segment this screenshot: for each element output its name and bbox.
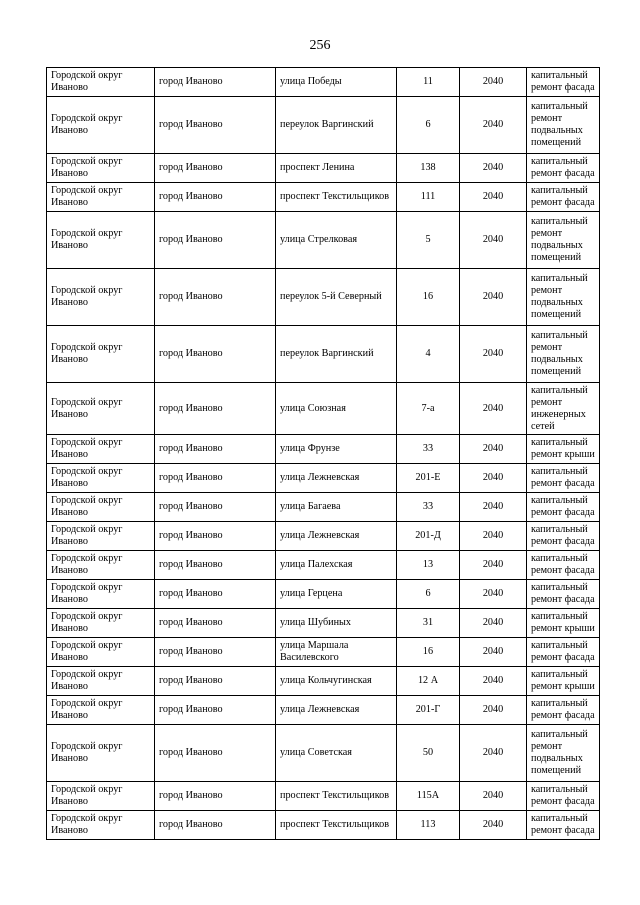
cell-house-number: 6	[397, 97, 460, 154]
cell-street: проспект Текстильщиков	[276, 811, 397, 840]
cell-work-type: капитальный ремонт подвальных помещений	[527, 97, 600, 154]
cell-work-type: капитальный ремонт фасада	[527, 493, 600, 522]
cell-work-type: капитальный ремонт подвальных помещений	[527, 269, 600, 326]
cell-street: проспект Текстильщиков	[276, 782, 397, 811]
cell-city: город Иваново	[155, 782, 276, 811]
cell-work-type: капитальный ремонт подвальных помещений	[527, 212, 600, 269]
table-row	[47, 269, 600, 326]
cell-city: город Иваново	[155, 269, 276, 326]
cell-district: Городской округ Иваново	[47, 638, 155, 667]
cell-work-type: капитальный ремонт фасада	[527, 68, 600, 97]
table-row	[47, 493, 600, 522]
cell-street: улица Палехская	[276, 551, 397, 580]
table-row	[47, 522, 600, 551]
cell-year: 2040	[460, 493, 527, 522]
cell-city: город Иваново	[155, 696, 276, 725]
cell-work-type: капитальный ремонт крыши	[527, 435, 600, 464]
cell-city: город Иваново	[155, 212, 276, 269]
cell-house-number: 7-а	[397, 383, 460, 435]
cell-street: улица Лежневская	[276, 522, 397, 551]
cell-year: 2040	[460, 326, 527, 383]
cell-district: Городской округ Иваново	[47, 435, 155, 464]
cell-city: город Иваново	[155, 464, 276, 493]
cell-work-type: капитальный ремонт подвальных помещений	[527, 725, 600, 782]
cell-house-number: 13	[397, 551, 460, 580]
cell-house-number: 50	[397, 725, 460, 782]
cell-city: город Иваново	[155, 493, 276, 522]
table-row	[47, 782, 600, 811]
cell-house-number: 16	[397, 269, 460, 326]
cell-house-number: 113	[397, 811, 460, 840]
cell-year: 2040	[460, 609, 527, 638]
cell-city: город Иваново	[155, 580, 276, 609]
table-row	[47, 97, 600, 154]
cell-house-number: 33	[397, 493, 460, 522]
cell-year: 2040	[460, 551, 527, 580]
cell-street: проспект Текстильщиков	[276, 183, 397, 212]
cell-year: 2040	[460, 97, 527, 154]
cell-city: город Иваново	[155, 383, 276, 435]
cell-year: 2040	[460, 667, 527, 696]
cell-street: улица Маршала Василевского	[276, 638, 397, 667]
table-row	[47, 696, 600, 725]
cell-street: переулок 5-й Северный	[276, 269, 397, 326]
cell-house-number: 201-Г	[397, 696, 460, 725]
cell-street: улица Фрунзе	[276, 435, 397, 464]
cell-house-number: 11	[397, 68, 460, 97]
table-row	[47, 212, 600, 269]
cell-street: проспект Ленина	[276, 154, 397, 183]
cell-street: улица Стрелковая	[276, 212, 397, 269]
cell-year: 2040	[460, 725, 527, 782]
table-row	[47, 551, 600, 580]
cell-work-type: капитальный ремонт фасада	[527, 154, 600, 183]
cell-city: город Иваново	[155, 183, 276, 212]
cell-house-number: 111	[397, 183, 460, 212]
cell-work-type: капитальный ремонт фасада	[527, 638, 600, 667]
cell-district: Городской округ Иваново	[47, 326, 155, 383]
cell-district: Городской округ Иваново	[47, 97, 155, 154]
cell-city: город Иваново	[155, 725, 276, 782]
cell-street: улица Союзная	[276, 383, 397, 435]
cell-street: улица Герцена	[276, 580, 397, 609]
cell-work-type: капитальный ремонт фасада	[527, 522, 600, 551]
table-row	[47, 154, 600, 183]
cell-district: Городской округ Иваново	[47, 212, 155, 269]
cell-district: Городской округ Иваново	[47, 551, 155, 580]
cell-district: Городской округ Иваново	[47, 269, 155, 326]
cell-work-type: капитальный ремонт фасада	[527, 464, 600, 493]
cell-year: 2040	[460, 154, 527, 183]
table-row	[47, 667, 600, 696]
cell-street: улица Победы	[276, 68, 397, 97]
cell-city: город Иваново	[155, 154, 276, 183]
cell-city: город Иваново	[155, 638, 276, 667]
repair-schedule-table	[46, 67, 600, 840]
cell-district: Городской округ Иваново	[47, 464, 155, 493]
cell-street: переулок Варгинский	[276, 97, 397, 154]
cell-district: Городской округ Иваново	[47, 68, 155, 97]
cell-work-type: капитальный ремонт фасада	[527, 183, 600, 212]
cell-city: город Иваново	[155, 435, 276, 464]
cell-district: Городской округ Иваново	[47, 609, 155, 638]
cell-house-number: 5	[397, 212, 460, 269]
cell-district: Городской округ Иваново	[47, 725, 155, 782]
cell-house-number: 201-Е	[397, 464, 460, 493]
cell-year: 2040	[460, 212, 527, 269]
cell-work-type: капитальный ремонт инженерных сетей	[527, 383, 600, 435]
table-row	[47, 326, 600, 383]
table-body	[47, 68, 600, 840]
cell-year: 2040	[460, 811, 527, 840]
cell-district: Городской округ Иваново	[47, 580, 155, 609]
cell-year: 2040	[460, 435, 527, 464]
cell-house-number: 12 А	[397, 667, 460, 696]
cell-year: 2040	[460, 183, 527, 212]
cell-district: Городской округ Иваново	[47, 522, 155, 551]
table-row	[47, 68, 600, 97]
cell-district: Городской округ Иваново	[47, 782, 155, 811]
cell-house-number: 201-Д	[397, 522, 460, 551]
cell-district: Городской округ Иваново	[47, 667, 155, 696]
cell-work-type: капитальный ремонт фасада	[527, 551, 600, 580]
cell-house-number: 115А	[397, 782, 460, 811]
cell-work-type: капитальный ремонт фасада	[527, 696, 600, 725]
cell-city: город Иваново	[155, 551, 276, 580]
cell-district: Городской округ Иваново	[47, 811, 155, 840]
cell-year: 2040	[460, 580, 527, 609]
cell-district: Городской округ Иваново	[47, 493, 155, 522]
table-row	[47, 464, 600, 493]
cell-city: город Иваново	[155, 68, 276, 97]
cell-street: улица Багаева	[276, 493, 397, 522]
table-row	[47, 725, 600, 782]
cell-work-type: капитальный ремонт фасада	[527, 580, 600, 609]
table-row	[47, 609, 600, 638]
cell-street: улица Лежневская	[276, 696, 397, 725]
table-row	[47, 811, 600, 840]
cell-year: 2040	[460, 269, 527, 326]
cell-city: город Иваново	[155, 522, 276, 551]
table-row	[47, 435, 600, 464]
cell-district: Городской округ Иваново	[47, 383, 155, 435]
cell-work-type: капитальный ремонт фасада	[527, 782, 600, 811]
cell-district: Городской округ Иваново	[47, 183, 155, 212]
cell-district: Городской округ Иваново	[47, 154, 155, 183]
cell-year: 2040	[460, 782, 527, 811]
cell-street: переулок Варгинский	[276, 326, 397, 383]
table-row	[47, 580, 600, 609]
cell-year: 2040	[460, 522, 527, 551]
table-row	[47, 638, 600, 667]
cell-city: город Иваново	[155, 326, 276, 383]
page-number: 256	[309, 38, 331, 53]
cell-city: город Иваново	[155, 97, 276, 154]
cell-house-number: 31	[397, 609, 460, 638]
cell-street: улица Советская	[276, 725, 397, 782]
cell-street: улица Лежневская	[276, 464, 397, 493]
cell-city: город Иваново	[155, 609, 276, 638]
cell-house-number: 138	[397, 154, 460, 183]
cell-work-type: капитальный ремонт фасада	[527, 811, 600, 840]
cell-street: улица Шубиных	[276, 609, 397, 638]
cell-house-number: 33	[397, 435, 460, 464]
cell-year: 2040	[460, 696, 527, 725]
cell-district: Городской округ Иваново	[47, 696, 155, 725]
cell-house-number: 4	[397, 326, 460, 383]
table-row	[47, 183, 600, 212]
cell-year: 2040	[460, 383, 527, 435]
table-row	[47, 383, 600, 435]
cell-house-number: 6	[397, 580, 460, 609]
cell-year: 2040	[460, 464, 527, 493]
cell-work-type: капитальный ремонт крыши	[527, 609, 600, 638]
cell-work-type: капитальный ремонт крыши	[527, 667, 600, 696]
cell-street: улица Кольчугинская	[276, 667, 397, 696]
cell-work-type: капитальный ремонт подвальных помещений	[527, 326, 600, 383]
cell-year: 2040	[460, 638, 527, 667]
cell-city: город Иваново	[155, 667, 276, 696]
cell-year: 2040	[460, 68, 527, 97]
cell-city: город Иваново	[155, 811, 276, 840]
cell-house-number: 16	[397, 638, 460, 667]
